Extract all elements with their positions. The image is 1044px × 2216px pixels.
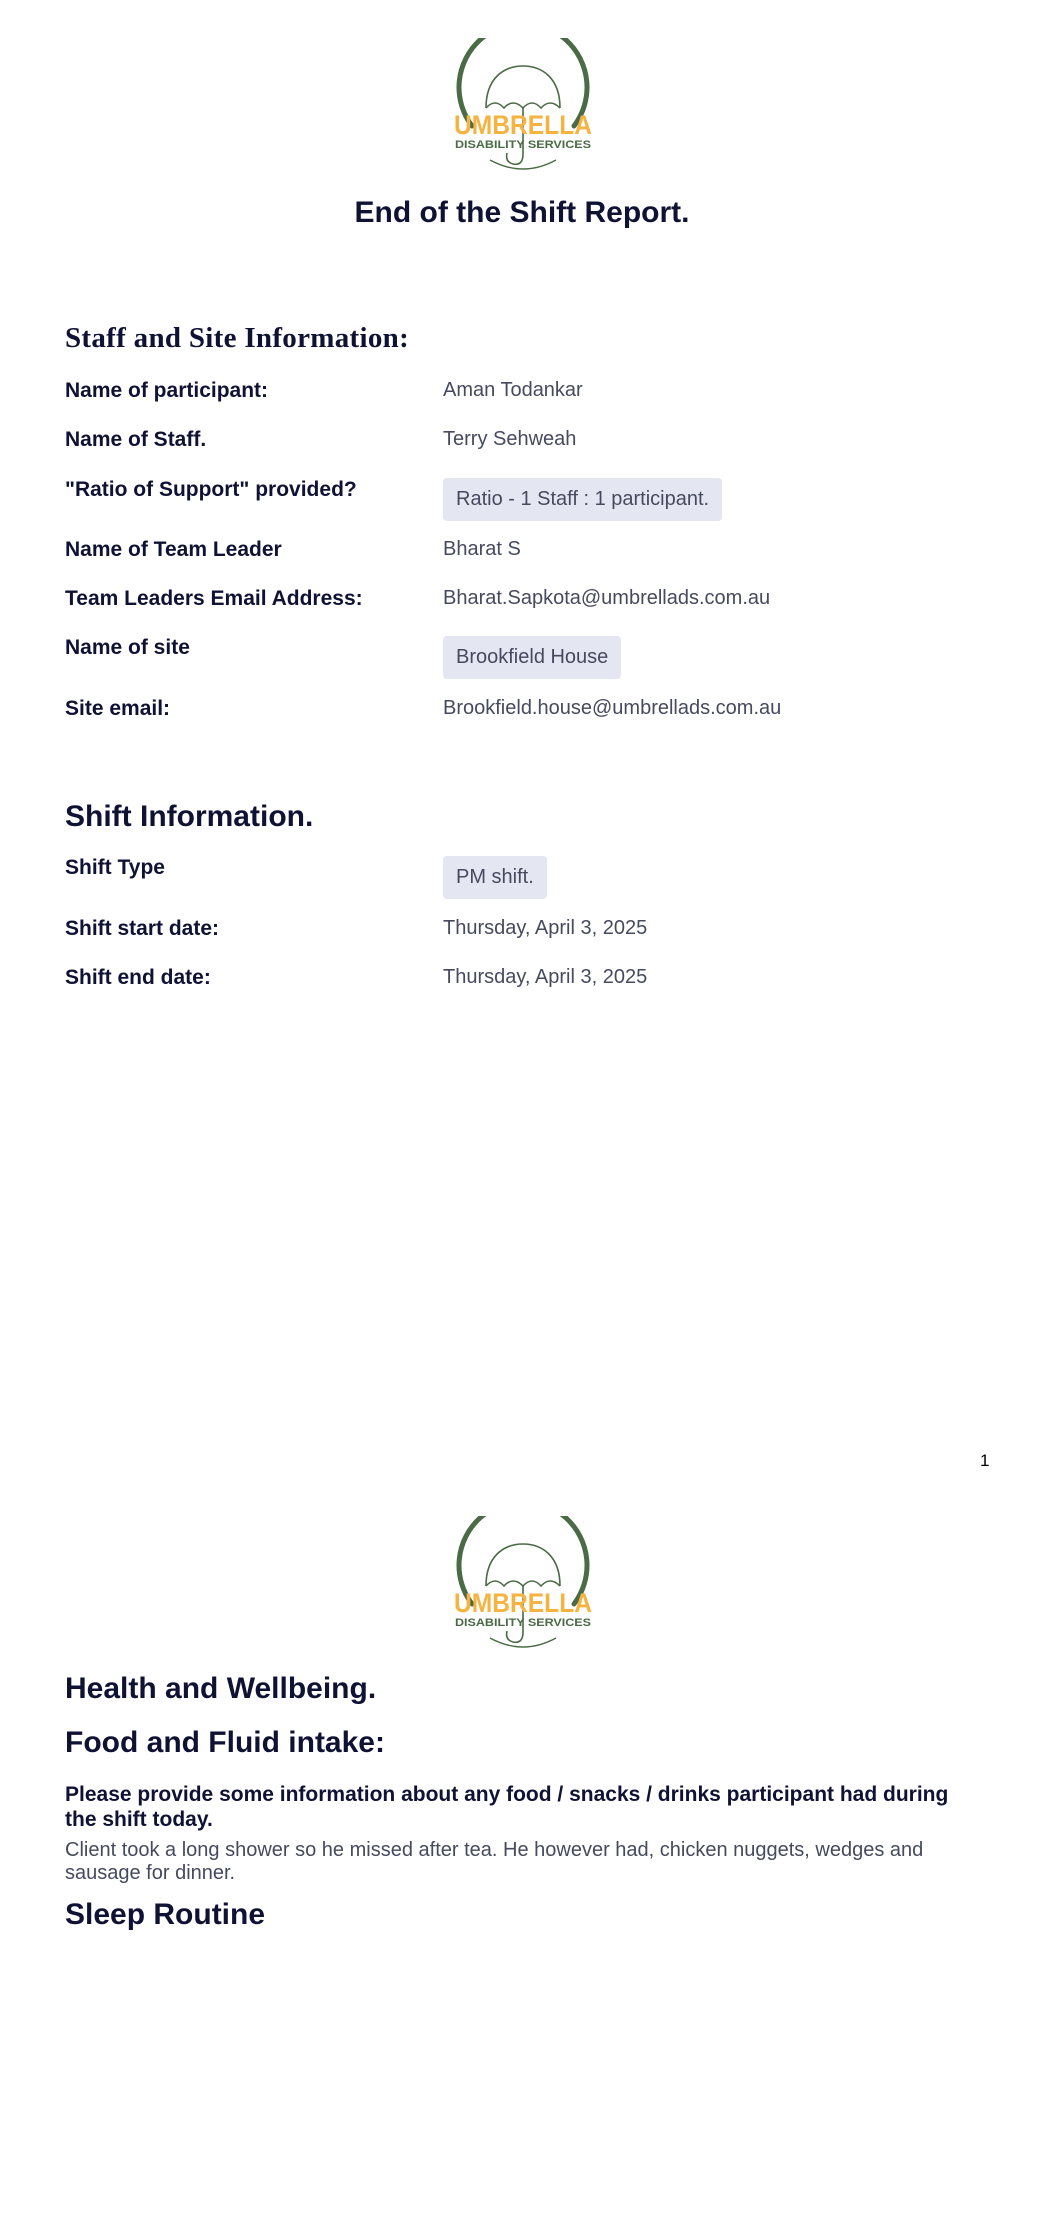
shift-info-heading: Shift Information.	[65, 800, 314, 833]
food-question: Please provide some information about any food / snacks / drinks participant had during the shift today.	[65, 1783, 949, 1831]
shift-start-value: Thursday, April 3, 2025	[443, 917, 648, 939]
ratio-of-support-label: "Ratio of Support" provided?	[65, 478, 357, 501]
shift-end-row	[65, 966, 985, 1006]
logo-brand-text: UMBRELLA	[454, 1588, 592, 1618]
shift-end-value: Thursday, April 3, 2025	[443, 966, 648, 988]
shift-type-row	[65, 856, 985, 896]
participant-name-value: Aman Todankar	[443, 379, 583, 401]
staff-name-value: Terry Sehweah	[443, 428, 577, 450]
umbrella-logo	[450, 38, 596, 174]
report-page-2	[0, 1480, 1044, 2216]
ratio-of-support-value: Ratio - 1 Staff : 1 participant.	[443, 478, 722, 521]
site-name-label: Name of site	[65, 636, 190, 659]
food-answer: Client took a long shower so he missed after tea. He however had, chicken nuggets, wedges and sausage for dinner.	[65, 1839, 924, 1884]
staff-name-row	[65, 428, 985, 468]
umbrella-logo	[450, 1516, 596, 1652]
logo-tagline-text: DISABILITY SERVICES	[455, 139, 591, 151]
health-wellbeing-heading: Health and Wellbeing.	[65, 1672, 377, 1705]
shift-end-label: Shift end date:	[65, 966, 211, 989]
participant-name-row	[65, 379, 985, 419]
page-number: 1	[980, 1451, 990, 1470]
site-email-value: Brookfield.house@umbrellads.com.au	[443, 697, 782, 719]
site-name-value: Brookfield House	[443, 636, 621, 679]
site-email-label: Site email:	[65, 697, 171, 720]
participant-name-label: Name of participant:	[65, 379, 269, 402]
site-name-row	[65, 636, 985, 676]
shift-type-value: PM shift.	[443, 856, 547, 899]
shift-start-label: Shift start date:	[65, 917, 220, 940]
team-leader-value: Bharat S	[443, 538, 521, 560]
report-title: End of the Shift Report.	[354, 196, 690, 229]
team-leader-email-value: Bharat.Sapkota@umbrellads.com.au	[443, 587, 771, 609]
team-leader-label: Name of Team Leader	[65, 538, 282, 561]
food-fluid-heading: Food and Fluid intake:	[65, 1726, 385, 1759]
team-leader-row	[65, 538, 985, 578]
team-leader-email-row	[65, 587, 985, 627]
staff-site-heading: Staff and Site Information:	[65, 322, 410, 354]
staff-name-label: Name of Staff.	[65, 428, 207, 451]
sleep-routine-heading: Sleep Routine	[65, 1898, 266, 1931]
logo-tagline-text: DISABILITY SERVICES	[455, 1617, 591, 1629]
shift-start-row	[65, 917, 985, 957]
site-email-row	[65, 697, 985, 737]
team-leader-email-label: Team Leaders Email Address:	[65, 587, 363, 610]
shift-type-label: Shift Type	[65, 856, 165, 879]
ratio-of-support-row	[65, 478, 985, 518]
logo-brand-text: UMBRELLA	[454, 110, 592, 140]
